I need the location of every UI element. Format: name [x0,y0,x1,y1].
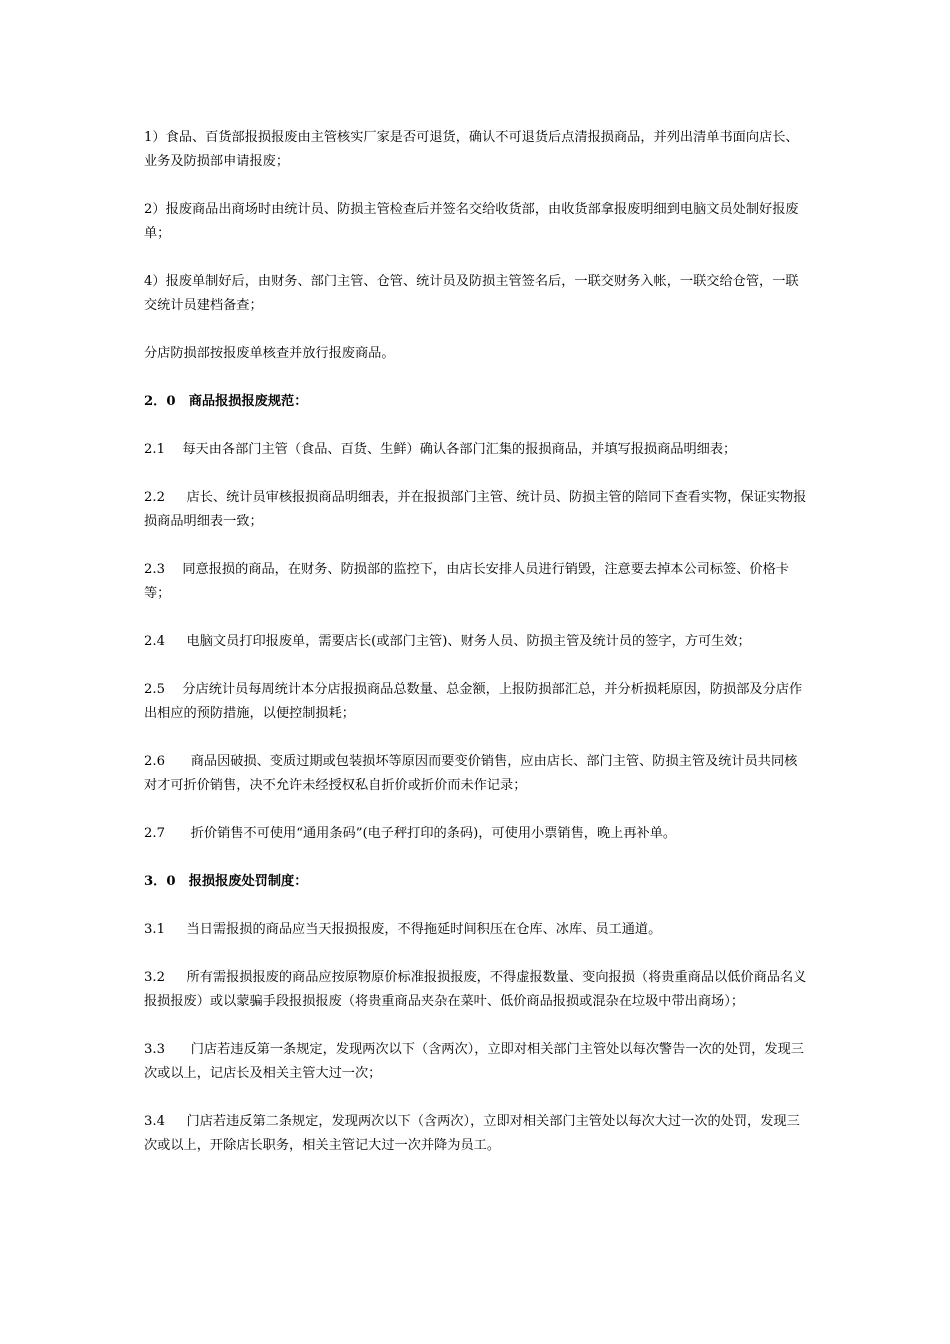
clause-2-3: 2.3 同意报损的商品，在财务、防损部的监控下，由店长安排人员进行销毁，注意要去掉本公司标签、价格卡等； [144,562,789,601]
paragraph-2: 2）报废商品出商场时由统计员、防损主管检查后并签名交给收货部，由收货部拿报废明细到电脑文员处制好报废单； [144,202,799,241]
clause-3-4: 3.4 门店若违反第二条规定，发现两次以下（含两次），立即对相关部门主管处以每次大过一次的处罚，发现三次或以上，开除店长职务，相关主管记大过一次并降为员工。 [144,1114,800,1153]
paragraph-4: 4）报废单制好后，由财务、部门主管、仓管、统计员及防损主管签名后，一联交财务入帐，一联交给仓管，一联交统计员建档备查； [144,274,799,313]
paragraph-release: 分店防损部按报废单核查并放行报废商品。 [144,346,395,361]
clause-2-7: 2.7 折价销售不可使用“通用条码”(电子秤打印的条码)，可使用小票销售，晚上再补单。 [144,826,677,841]
clause-3-3: 3.3 门店若违反第一条规定，发现两次以下（含两次），立即对相关部门主管处以每次警告一次的处罚，发现三次或以上，记店长及相关主管大过一次； [144,1042,804,1081]
paragraph-1: 1）食品、百货部报损报废由主管核实厂家是否可退货，确认不可退货后点清报损商品，并列出清单书面向店长、业务及防损部申请报废； [144,130,799,169]
clause-2-4: 2.4 电脑文员打印报废单，需要店长(或部门主管)、财务人员、防损主管及统计员的签字，方可生效； [144,634,751,649]
clause-2-1: 2.1 每天由各部门主管（食品、百货、生鲜）确认各部门汇集的报损商品，并填写报损商品明细表； [144,442,737,457]
document-body [144,126,809,1182]
clause-2-2: 2.2 店长、统计员审核报损商品明细表，并在报损部门主管、统计员、防损主管的陪同下查看实物，保证实物报损商品明细表一致； [144,490,807,529]
clause-2-5: 2.5 分店统计员每周统计本分店报损商品总数量、总金额，上报防损部汇总，并分析损耗原因，防损部及分店作出相应的预防措施，以便控制损耗； [144,682,803,721]
section-heading-3: 3．0 报损报废处罚制度： [144,874,308,889]
clause-2-6: 2.6 商品因破损、变质过期或包装损坏等原因而要变价销售，应由店长、部门主管、防损主管及统计员共同核对才可折价销售，决不允许未经授权私自折价或折价而未作记录； [144,754,798,793]
clause-3-2: 3.2 所有需报损报废的商品应按原物原价标准报损报废，不得虚报数量、变向报损（将贵重商品以低价商品名义报损报废）或以蒙骗手段报损报废（将贵重商品夹杂在菜叶、低价商品报损或混杂在垃圾中带出商场）； [144,970,807,1009]
section-heading-2: 2．0 商品报损报废规范： [144,394,308,409]
clause-3-1: 3.1 当日需报损的商品应当天报损报废，不得拖延时间积压在仓库、冰库、员工通道。 [144,922,662,937]
